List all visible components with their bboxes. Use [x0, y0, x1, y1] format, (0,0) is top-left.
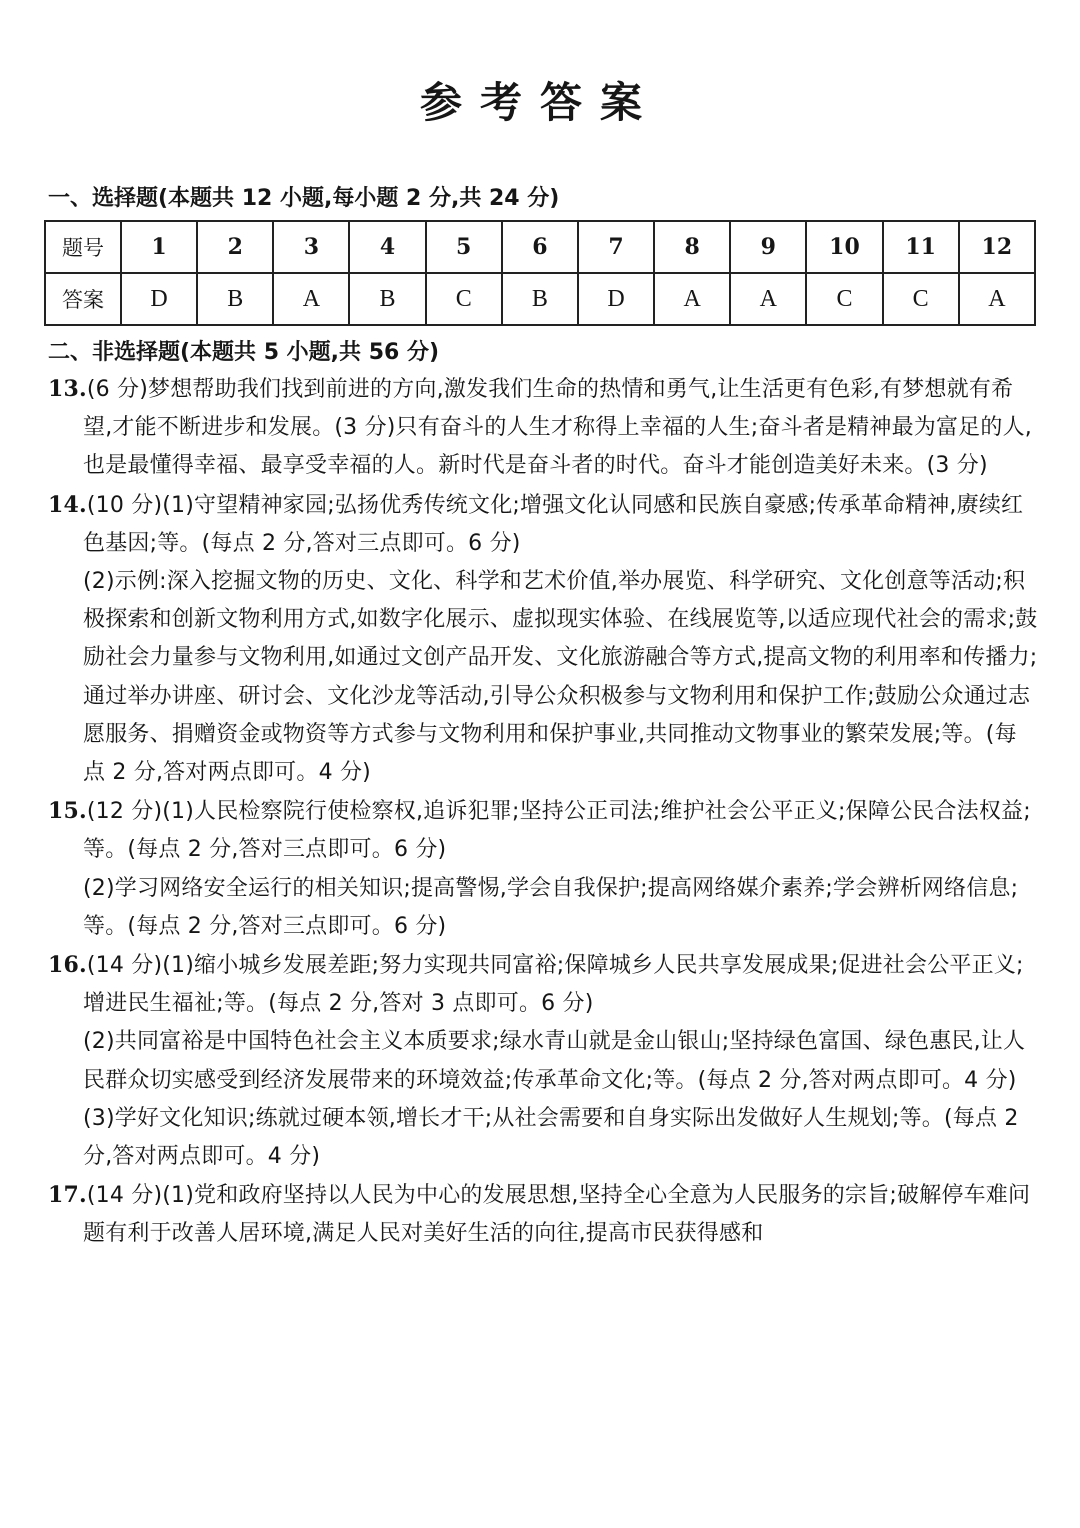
question-answer-text: (12 分)(1)人民检察院行使检察权,追诉犯罪;坚持公正司法;维护社会公平正义;保障公民合法权益;等。(每点 2 分,答对三点即可。6 分): [83, 799, 1031, 863]
answer-cell: A: [273, 273, 349, 325]
row-label-answer: 答案: [45, 273, 121, 325]
question-number-cell: 7: [578, 221, 654, 273]
open-questions: [48, 370, 1038, 1254]
question-14-part-2: (2)示例:深入挖掘文物的历史、文化、科学和艺术价值,举办展览、科学研究、文化创意等活动;积极探索和创新文物利用方式,如数字化展示、虚拟现实体验、在线展览等,以适应现代社会的需求;鼓励社会力量参与文物利用,如通过文创产品开发、文化旅游融合等方式,提高文物的利用率和传播力;通过举办讲座、研讨会、文化沙龙等活动,引导公众积极参与文物利用和保护工作;鼓励公众通过志愿服务、捐赠资金或物资等方式参与文物利用和保护事业,共同推动文物事业的繁荣发展;等。(每点 2 分,答对两点即可。4 分): [83, 569, 1038, 786]
question-number-cell: 1: [121, 221, 197, 273]
question-16-part-3: (3)学好文化知识;练就过硬本领,增长才干;从社会需要和自身实际出发做好人生规划;等。(每点 2 分,答对两点即可。4 分): [83, 1105, 1019, 1170]
section-multiple-choice-heading: 一、选择题(本题共 12 小题,每小题 2 分,共 24 分): [48, 186, 560, 211]
row-label-number: 题号: [45, 221, 121, 273]
section-open-questions-heading: 二、非选择题(本题共 5 小题,共 56 分): [48, 340, 440, 365]
question-number: 16.: [48, 952, 87, 979]
answer-cell: D: [121, 273, 197, 325]
question-number-cell: 6: [502, 221, 578, 273]
answer-cell: D: [578, 273, 654, 325]
question-answer-text: (10 分)(1)守望精神家园;弘扬优秀传统文化;增强文化认同感和民族自豪感;传承革命精神,赓续红色基因;等。(每点 2 分,答对三点即可。6 分): [83, 492, 1024, 556]
question-13: [48, 370, 1038, 486]
question-number-cell: 12: [959, 221, 1035, 273]
question-16-part-2: (2)共同富裕是中国特色社会主义本质要求;绿水青山就是金山银山;坚持绿色富国、绿色惠民,让人民群众切实感受到经济发展带来的环境效益;传承革命文化;等。(每点 2 分,答对两点即可。4 分): [83, 1029, 1026, 1093]
question-number-cell: 3: [273, 221, 349, 273]
question-15: [48, 792, 1038, 869]
question-answer-text: (14 分)(1)党和政府坚持以人民为中心的发展思想,坚持全心全意为人民服务的宗旨;破解停车难问题有利于改善人居环境,满足人民对美好生活的向往,提高市民获得感和: [83, 1183, 1031, 1247]
answer-cell: C: [806, 273, 882, 325]
question-answer-text: (6 分)梦想帮助我们找到前进的方向,激发我们生命的热情和勇气,让生活更有色彩,有梦想就有希望,才能不断进步和发展。(3 分)只有奋斗的人生才称得上幸福的人生;奋斗者是精神最为富足的人,也是最懂得幸福、最享受幸福的人。新时代是奋斗者的时代。奋斗才能创造美好未来。(3 分): [83, 377, 1032, 479]
question-17: [48, 1176, 1038, 1253]
answer-cell: B: [197, 273, 273, 325]
question-number-cell: 11: [883, 221, 959, 273]
question-number: 17.: [48, 1182, 87, 1209]
answer-cell: B: [502, 273, 578, 325]
answer-cell: A: [654, 273, 730, 325]
answer-table: [44, 220, 1036, 326]
question-number: 13.: [48, 376, 87, 402]
page-title: 参考答案: [419, 78, 660, 127]
question-16: [48, 946, 1038, 1023]
question-number-cell: 10: [806, 221, 882, 273]
question-number: 14.: [48, 491, 87, 518]
question-number-cell: 2: [197, 221, 273, 273]
question-14: [48, 486, 1038, 563]
question-number-cell: 5: [426, 221, 502, 273]
answer-cell: C: [883, 273, 959, 325]
answer-cell: B: [349, 273, 425, 325]
question-number-cell: 4: [349, 221, 425, 273]
answer-cell: A: [959, 273, 1035, 325]
answer-cell: C: [426, 273, 502, 325]
question-number-cell: 8: [654, 221, 730, 273]
answer-table-answer-row: [45, 273, 1035, 325]
question-number-cell: 9: [730, 221, 806, 273]
answer-table-number-row: [45, 221, 1035, 273]
question-number: 15.: [48, 798, 87, 825]
answer-cell: A: [730, 273, 806, 325]
question-answer-text: (14 分)(1)缩小城乡发展差距;努力实现共同富裕;保障城乡人民共享发展成果;促进社会公平正义;增进民生福祉;等。(每点 2 分,答对 3 点即可。6 分): [83, 953, 1024, 1017]
question-15-part-2: (2)学习网络安全运行的相关知识;提高警惕,学会自我保护;提高网络媒介素养;学会辨析网络信息;等。(每点 2 分,答对三点即可。6 分): [83, 875, 1019, 939]
